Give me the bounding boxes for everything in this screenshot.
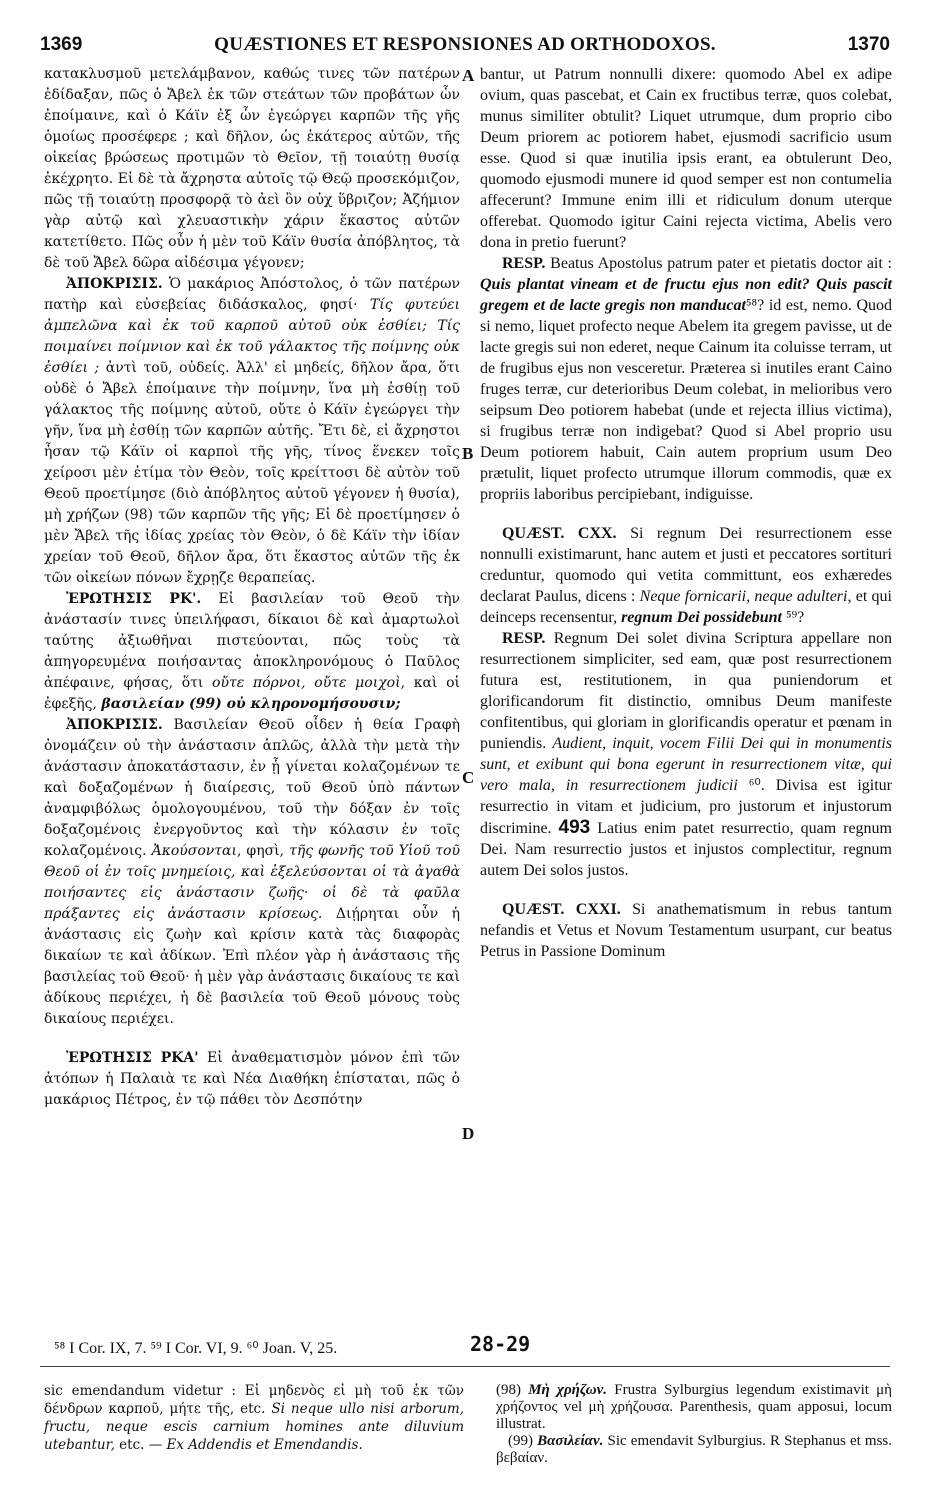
text-run: Sic emendavit Sylburgius. R Stephanus et mss. βεβαίαν. [496,1433,892,1466]
greek-response-2 [44,715,460,1030]
text-run: Εἰ ἀναθεματισμὸν μόνον ἐπὶ τῶν ἀτόπων ἡ Παλαιὰ τε καὶ Νέα Διαθήκη ἐπίσταται, πῶς ὁ μακάριος Πέτρος, ἐν τῷ πάθει τὸν Δεσπότην [44,1050,461,1108]
response-heading: RESP. [502,630,546,647]
question-heading: ἘΡΩΤΗΣΙΣ ΡΚ'. [66,591,202,607]
page-number-left: 1369 [40,34,83,55]
section-marker-c: C [462,768,475,787]
section-marker-d: D [462,1124,475,1143]
question-heading: ἘΡΩΤΗΣΙΣ ΡΚΑ' [66,1050,199,1066]
section-marker-a: A [462,66,475,85]
latin-response-1 [480,253,892,505]
question-heading: QUÆST. CXX. [502,525,617,542]
text-run: ⁵⁸? id est, nemo. Quod si nemo, liquet profecto neque Abelem ita gregem pavisse, ut de lacte gregis sui non ederet, neque Cainum ita coluisse terram, ut de frugibus ejus non vesceretur. Præterea si inutiles erant Caino fruges terræ, cur deterioribus Deum colebat, in melioribus vero seipsum Deo potiorem habebat (unde et rejecta illius victima), si frugibus terræ non indigebat? Quod si Abel proprio usu Deum potiorem habuit, Cain autem proprium usum Deo prætulit, liquet profecto utrumque illorum commodis, quæ ex propriis laboribus percipiebant, indiguisse. [480,297,893,503]
quotation: Ἀκούσονται [151,843,237,859]
quotation: βασιλείαν (99) οὐ κληρονομήσουσιν; [101,696,401,712]
text-run: Frustra Sylburgius legendum existimavit μὴ χρήζοντος vel μὴ χρήζουσα. Parenthesis, quam apposui, locum illustrat. [496,1382,893,1432]
note-98 [496,1382,892,1433]
scripture-footnotes: ⁵⁸ I Cor. IX, 7. ⁵⁹ I Cor. VI, 9. ⁶⁰ Joan. V, 25. [54,1340,338,1357]
text-run: , καὶ οἱ ἐφεξῆς, [44,675,460,712]
text-run: Εἰ βασιλείαν τοῦ Θεοῦ τὴν ἀνάστασίν τινες ὑπειλήφασι, δίκαιοι δὲ καὶ ἁμαρτωλοὶ ταύτης ἀξιωθῆναι πιστεύονται, πῶς τοὺς τὰ ἀπηγορευμένα ποιήσαντας ἀποκληρονόμους ὁ Παῦλος ἀπέφαινε, φήσας, ὅτι [44,591,460,691]
quotation: Ex Addendis et Emendandis. [166,1437,363,1453]
quotation: Neque fornicarii, neque adulteri, [639,588,852,605]
quotation: Quis plantat vineam et de fructu ejus non edit? Quis pascit gregem et de lacte gregis non manducat [480,276,892,314]
quotation: Si neque ullo nisi arborum, fructu, neque escis carnium homines ante diluvium utebantur, [44,1401,464,1453]
editor-notes-left [44,1382,464,1454]
spacer [480,881,892,899]
page-header [40,34,890,60]
note-paragraph [44,1382,464,1454]
editor-notes-right [496,1382,892,1467]
text-run: Si anathematismum in rebus tantum nefandis et Vetus et Novum Testamentum usurpant, cur beatus Petrus in Passione Dominum [480,901,892,960]
migne-column-number: 493 [558,817,591,838]
text-run: Beatus Apostolus patrum pater et pietatis doctor ait : [545,255,892,272]
note-number: (98) [496,1382,529,1398]
divider [40,1366,890,1367]
quotation: τῆς φωνῆς τοῦ Υἱοῦ τοῦ Θεοῦ οἱ ἐν τοῖς μνημείοις, καὶ ἐξελεύσονται οἱ τὰ ἀγαθὰ ποιήσαντες εἰς ἀνάστασιν ζωῆς· οἱ δὲ τὰ φαῦλα πράξαντες εἰς ἀνάστασιν κρίσεως. [44,843,460,922]
greek-question-121 [44,1048,460,1111]
page-number-right: 1370 [847,34,890,55]
text-run: Si regnum Dei resurrectionem esse nonnulli existimarunt, hanc autem et justi et peccatores sortituri creduntur, quomodo qui vetita committunt, eos exhæredes declarat Paulus, dicens : [480,525,893,605]
quotation: regnum Dei possidebunt [621,609,782,626]
text-run: Βασιλείαν Θεοῦ οἶδεν ἡ θεία Γραφὴ ὀνομάζειν οὐ τὴν ἀνάστασιν ἁπλῶς, ἀλλὰ τὴν μετὰ τὴν ἀνάστασιν ἀποκατάστασιν, ἐν ᾗ γίνεται κολαζομένων τε καὶ δοξαζομένων ἡ διαίρεσις, τοῦ Θεοῦ ὑπὸ πάντων ἀναμφιβόλως ὁμολογουμένου, τοῦ τὴν δόξαν ἐν τοῖς δοξαζομένοις ἐνεργοῦντος καὶ τὴν κόλασιν ἐν τοῖς κολαζομένοις. [44,717,460,859]
text-run: ⁶⁰. Divisa est igitur resurrectio in vitam et judicium, pro justorum et injustorum discrimine. [480,777,892,837]
greek-question-continued: κατακλυσμοῦ μετελάμβανον, καθώς τινες τῶν πατέρων ἐδίδαξαν, πῶς ὁ Ἄβελ ἐκ τῶν στεάτων τῶν προβάτων ὧν ἐποίμαινε, καὶ ὁ Κάϊν ἐξ ὧν ἐγεώργει καρπῶν τῆς γῆς ὁμοίως προσέφερε ; καὶ δῆλον, ὡς ἑκάτερος αὐτῶν, τῆς οἰκείας βρώσεως προτιμῶν τὸ Θεῖον, τῇ τοιαύτῃ θυσίᾳ ἐκέχρητο. Εἰ δὲ τὰ ἄχρηστα αὐτοῖς τῷ Θεῷ προσεκόμιζον, πῶς τῇ τοιαύτῃ προσφορᾷ τὸ ἀεὶ ὂν οὐχ ὕβριζον; Ἀζήμιον γὰρ αὐτῷ καὶ χλευαστικὴν χάριν ἕκαστος αὐτῶν κατετίθετο. Πῶς οὖν ἡ μὲν τοῦ Κάϊν θυσία ἀπόβλητος, τὰ δὲ τοῦ Ἄβελ δῶρα αἰδέσιμα γέγονεν; [44,66,460,271]
section-marker-b: B [462,444,474,463]
text-run: Διῄρηται οὖν ἡ ἀνάστασις εἰς ζωὴν καὶ κρίσιν κατὰ τὰς διαφορὰς δικαίων τε καὶ ἀδίκων. Ἐπὶ πλέον γὰρ ἡ ἀνάστασις τῆς βασιλείας τοῦ Θεοῦ· ἡ μὲν γὰρ ἀνάστασις δικαίους τε καὶ ἀδίκους περιέχει, ἡ δὲ βασιλεία τοῦ Θεοῦ μόνους τοὺς δικαίους περιέχει. [44,906,460,1027]
quotation: οὔτε πόρνοι, οὔτε μοιχοὶ [212,675,401,691]
text-run: ἀντὶ τοῦ, οὐδείς. Ἀλλ' εἰ μηδείς, δῆλον ἄρα, ὅτι οὐδὲ ὁ Ἄβελ ἐποίμαινε τὴν ποίμνην, ἵνα μὴ ἐσθίῃ τοῦ γάλακτος τῆς ποίμνης αὐτοῦ, οὔτε ὁ Κάϊν ἐγεώργει τὴν γῆν, ἵνα μὴ ἐσθίῃ τῶν καρπῶν αὐτῆς. Ἔτι δὲ, εἰ ἄχρηστοι ἦσαν τῷ Κάϊν οἱ καρποὶ τῆς γῆς, τίνος ἕνεκεν τοῖς χείροσι μὲν ἐτίμα τὸν Θεὸν, τοῖς κρείττοσι δὲ αὐτὸν τοῦ Θεοῦ προετίμησε (διὸ ἀπόβλητος αὐτοῦ γέγονεν ἡ θυσία), μὴ χρήζων (98) τῶν καρπῶν τῆς γῆς; Εἰ δὲ προετίμησεν ὁ μὲν Ἄβελ τῆς ἰδίας χρείας τὸν Θεὸν, ὁ δὲ Κάϊν τὴν ἰδίαν χρείαν τοῦ Θεοῦ, δῆλον ἄρα, ὅτι ἕκαστος αὐτῶν τῆς ἐκ τῶν οἰκείων πόνων ἔχρῃζε θεραπείας. [44,360,460,586]
response-heading: ἈΠΟΚΡΙΣΙΣ. [66,717,163,733]
lemma: Βασιλείαν. [537,1433,604,1449]
text-run: sic emendandum videtur : Εἰ μηδενὸς εἰ μὴ τοῦ ἐκ τῶν δένδρων καρποῦ, μήτε τῆς, etc. [44,1383,464,1417]
text-run: , φησὶ, [237,843,290,859]
text-run: et qui deinceps recensentur, [480,588,892,626]
note-number: (99) [508,1433,538,1449]
text-run: Ὁ μακάριος Ἀπόστολος, ὁ τῶν πατέρων πατὴρ καὶ εὐσεβείας διδάσκαλος, φησί· [44,276,460,313]
running-title: QUÆSTIONES ET RESPONSIONES AD ORTHODOXOS. [214,34,716,55]
latin-question-continued: bantur, ut Patrum nonnulli dixere: quomodo Abel ex adipe ovium, quas pascebat, et Cain ex fructibus terræ, quos colebat, munus similiter obtulit? Liquet utrumque, dum proprio cibo Deum priorem ac potiorem habet, ejusmodi sacrificio usum esse. Quod si quæ inutilia ipsis erant, ea obtulerunt Deo, quomodo ejusmodi munere id quod semper est non contumelia affecerunt? Immune enim illi et ridiculum donum uterque offerebat. Quomodo igitur Caini rejecta victima, Abelis vero dona in pretio fuerunt? [480,66,892,251]
question-heading: QUÆST. CXXI. [502,901,621,918]
greek-response-1 [44,274,460,589]
response-heading: ἈΠΟΚΡΙΣΙΣ. [66,276,163,292]
latin-column [480,64,892,962]
text-run: ⁵⁹? [782,609,805,626]
handwritten-annotation: 28-29 [470,1332,531,1356]
lemma: Μὴ χρήζων. [528,1382,608,1398]
note-99 [496,1433,892,1467]
quotation: Audient, inquit, vocem Filii Dei qui in monumentis sunt, et exibunt qui bona egerunt in resurrectionem vitæ, qui vero mala, in resurrectionem judicii [480,735,892,794]
text-run: Regnum Dei solet divina Scriptura appellare non resurrectionem simpliciter, sed eam, quæ post resurrectionem futura est, restitutionem, in qua puniendorum et glorificandorum fit distinctio, omnibus Deum manifeste confitentibus, qui gloriam in glorificandis operatur et pœnam in puniendis. [480,630,892,752]
text-run: etc. — [114,1437,167,1453]
greek-question-120 [44,589,460,715]
greek-column [44,64,460,1111]
spacer [480,505,892,523]
latin-response-2 [480,628,892,881]
latin-question-121 [480,899,892,962]
response-heading: RESP. [502,255,546,272]
latin-question-120 [480,523,892,628]
spacer [44,1030,460,1048]
text-run: Latius enim patet resurrectio, quam regnum Dei. Nam resurrectio justos et injustos complectitur, regnum autem Dei solos justos. [480,820,893,879]
quotation: Τίς φυτεύει ἀμπελῶνα καὶ ἐκ τοῦ καρποῦ αὐτοῦ οὐκ ἐσθίει; Τίς ποιμαίνει ποίμνιον καὶ ἐκ τοῦ γάλακτος τῆς ποίμνης οὐκ ἐσθίει ; [44,297,461,376]
